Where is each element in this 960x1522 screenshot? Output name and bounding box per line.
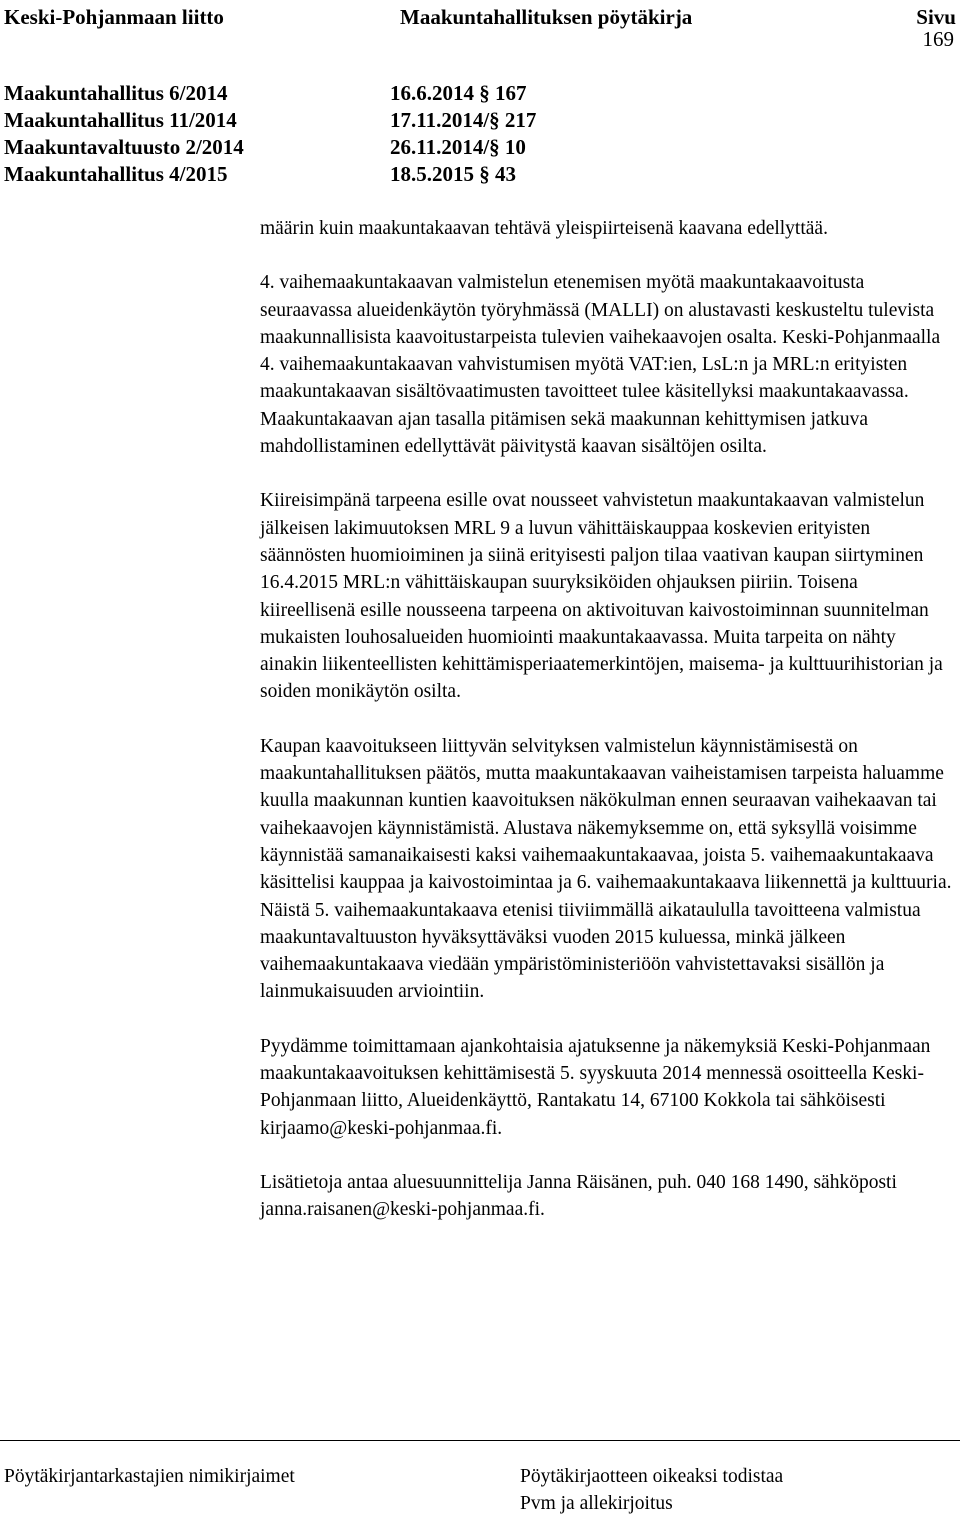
page-header bbox=[4, 2, 956, 32]
minutes-body bbox=[260, 215, 956, 1224]
meeting-body: Maakuntavaltuusto 2/2014 bbox=[4, 135, 244, 159]
paragraph-planning-needs: 4. vaihemaakuntakaavan valmistelun etenemisen myötä maakuntakaavoitusta seuraavassa alueidenkäytön työryhmässä (MALLI) on alustavasti keskusteltu tulevista maakunnallisista kaavoitustarpeista tulevien vaihekaavojen osalta. Keski-Pohjanmaalla 4. vaihemaakuntakaavan vahvistumisen myötä VAT:ien, LsL:n ja MRL:n erityisten maakuntakaavan sisältövaatimusten tavoitteet tulee käsitellyksi maakuntakaavassa. Maakuntakaavan ajan tasalla pitämisen sekä maakunnan kehittymisen jatkuva mahdollistaminen edellyttävät päivitystä kaavan sisältöjen osilta. bbox=[260, 272, 941, 458]
meeting-references bbox=[4, 80, 604, 188]
footer-initials-label: Pöytäkirjantarkastajien nimikirjaimet bbox=[4, 1466, 295, 1487]
document-title: Maakuntahallituksen pöytäkirja bbox=[400, 5, 693, 29]
paragraph-continuation: määrin kuin maakuntakaavan tehtävä yleispiirteisenä kaavana edellyttää. bbox=[260, 218, 828, 239]
meeting-row bbox=[4, 161, 604, 188]
paragraph-contact-info: Lisätietoja antaa aluesuunnittelija Janna Räisänen, puh. 040 168 1490, sähköposti janna.raisanen@keski-pohjanmaa.fi. bbox=[260, 1171, 897, 1221]
footer-certification-label: Pöytäkirjaotteen oikeaksi todistaa bbox=[520, 1466, 784, 1487]
meeting-body: Maakuntahallitus 4/2015 bbox=[4, 162, 228, 186]
meeting-row bbox=[4, 107, 604, 134]
paragraph-retail-planning: Kaupan kaavoitukseen liittyvän selvityksen valmistelun käynnistämisestä on maakuntahallituksen päätös, mutta maakuntakaavan vaiheistamisen tarpeista haluamme kuulla maakunnan kuntien kaavoituksen näkökulman ennen seuraavan vaihekaavan tai vaihekaavojen käynnistämistä. Alustava näkemyksemme on, että syksyllä voisimme käynnistää samanaikaisesti kaksi vaihemaakuntakaavaa, joista 5. vaihemaakuntakaava käsittelisi kauppaa ja kaivostoimintaa ja 6. vaihemaakuntakaava liikennettä ja kulttuuria. Näistä 5. vaihemaakuntakaava etenisi tiiviimmällä aikataululla tavoitteena valmistua maakuntavaltuuston hyväksyttäväksi vuoden 2015 kuluessa, minkä jälkeen vaihemaakuntakaava viedään ympäristöministeriöön vahvistettavaksi sisällön ja lainmukaisuuden arviointiin. bbox=[260, 735, 952, 1003]
page-number: 169 bbox=[922, 27, 954, 51]
meeting-body: Maakuntahallitus 6/2014 bbox=[4, 81, 228, 105]
meeting-date-section: 26.11.2014/§ 10 bbox=[390, 135, 526, 159]
meeting-date-section: 16.6.2014 § 167 bbox=[390, 81, 527, 105]
footer-certification bbox=[520, 1463, 783, 1517]
paragraph-request-for-views: Pyydämme toimittamaan ajankohtaisia ajatuksenne ja näkemyksiä Keski-Pohjanmaan maakuntakaavoituksen kehittämisestä 5. syyskuuta 2014 mennessä osoitteella Keski-Pohjanmaan liitto, Alueidenkäyttö, Rantakatu 14, 67100 Kokkola tai sähköisesti kirjaamo@keski-pohjanmaa.fi. bbox=[260, 1035, 931, 1139]
footer-date-signature-label: Pvm ja allekirjoitus bbox=[520, 1493, 673, 1514]
footer-divider bbox=[0, 1440, 960, 1441]
meeting-row bbox=[4, 134, 604, 161]
organization-name: Keski-Pohjanmaan liitto bbox=[4, 5, 224, 29]
meeting-date-section: 17.11.2014/§ 217 bbox=[390, 108, 537, 132]
page-label: Sivu bbox=[916, 5, 956, 29]
meeting-date-section: 18.5.2015 § 43 bbox=[390, 162, 516, 186]
paragraph-urgent-needs: Kiireisimpänä tarpeena esille ovat nousseet vahvistetun maakuntakaavan valmistelun jälkeisen lakimuutoksen MRL 9 a luvun vähittäiskauppaa koskevien erityisten säännösten huomioiminen ja siinä erityisesti paljon tilaa vaativan kaupan siirtyminen 16.4.2015 MRL:n vähittäiskaupan suuryksiköiden ohjauksen piiriin. Toisena kiireellisenä esille nousseena tarpeena on aktivoituvan kaivostoiminnan suunnitelman mukaisten louhosalueiden huomiointi maakuntakaavassa. Muita tarpeita on nähty ainakin liikenteellisten kehittämisperiaatemerkintöjen, maisema- ja kulttuurihistorian ja soiden monikäytön osilta. bbox=[260, 490, 943, 703]
meeting-row bbox=[4, 80, 604, 107]
meeting-body: Maakuntahallitus 11/2014 bbox=[4, 108, 237, 132]
